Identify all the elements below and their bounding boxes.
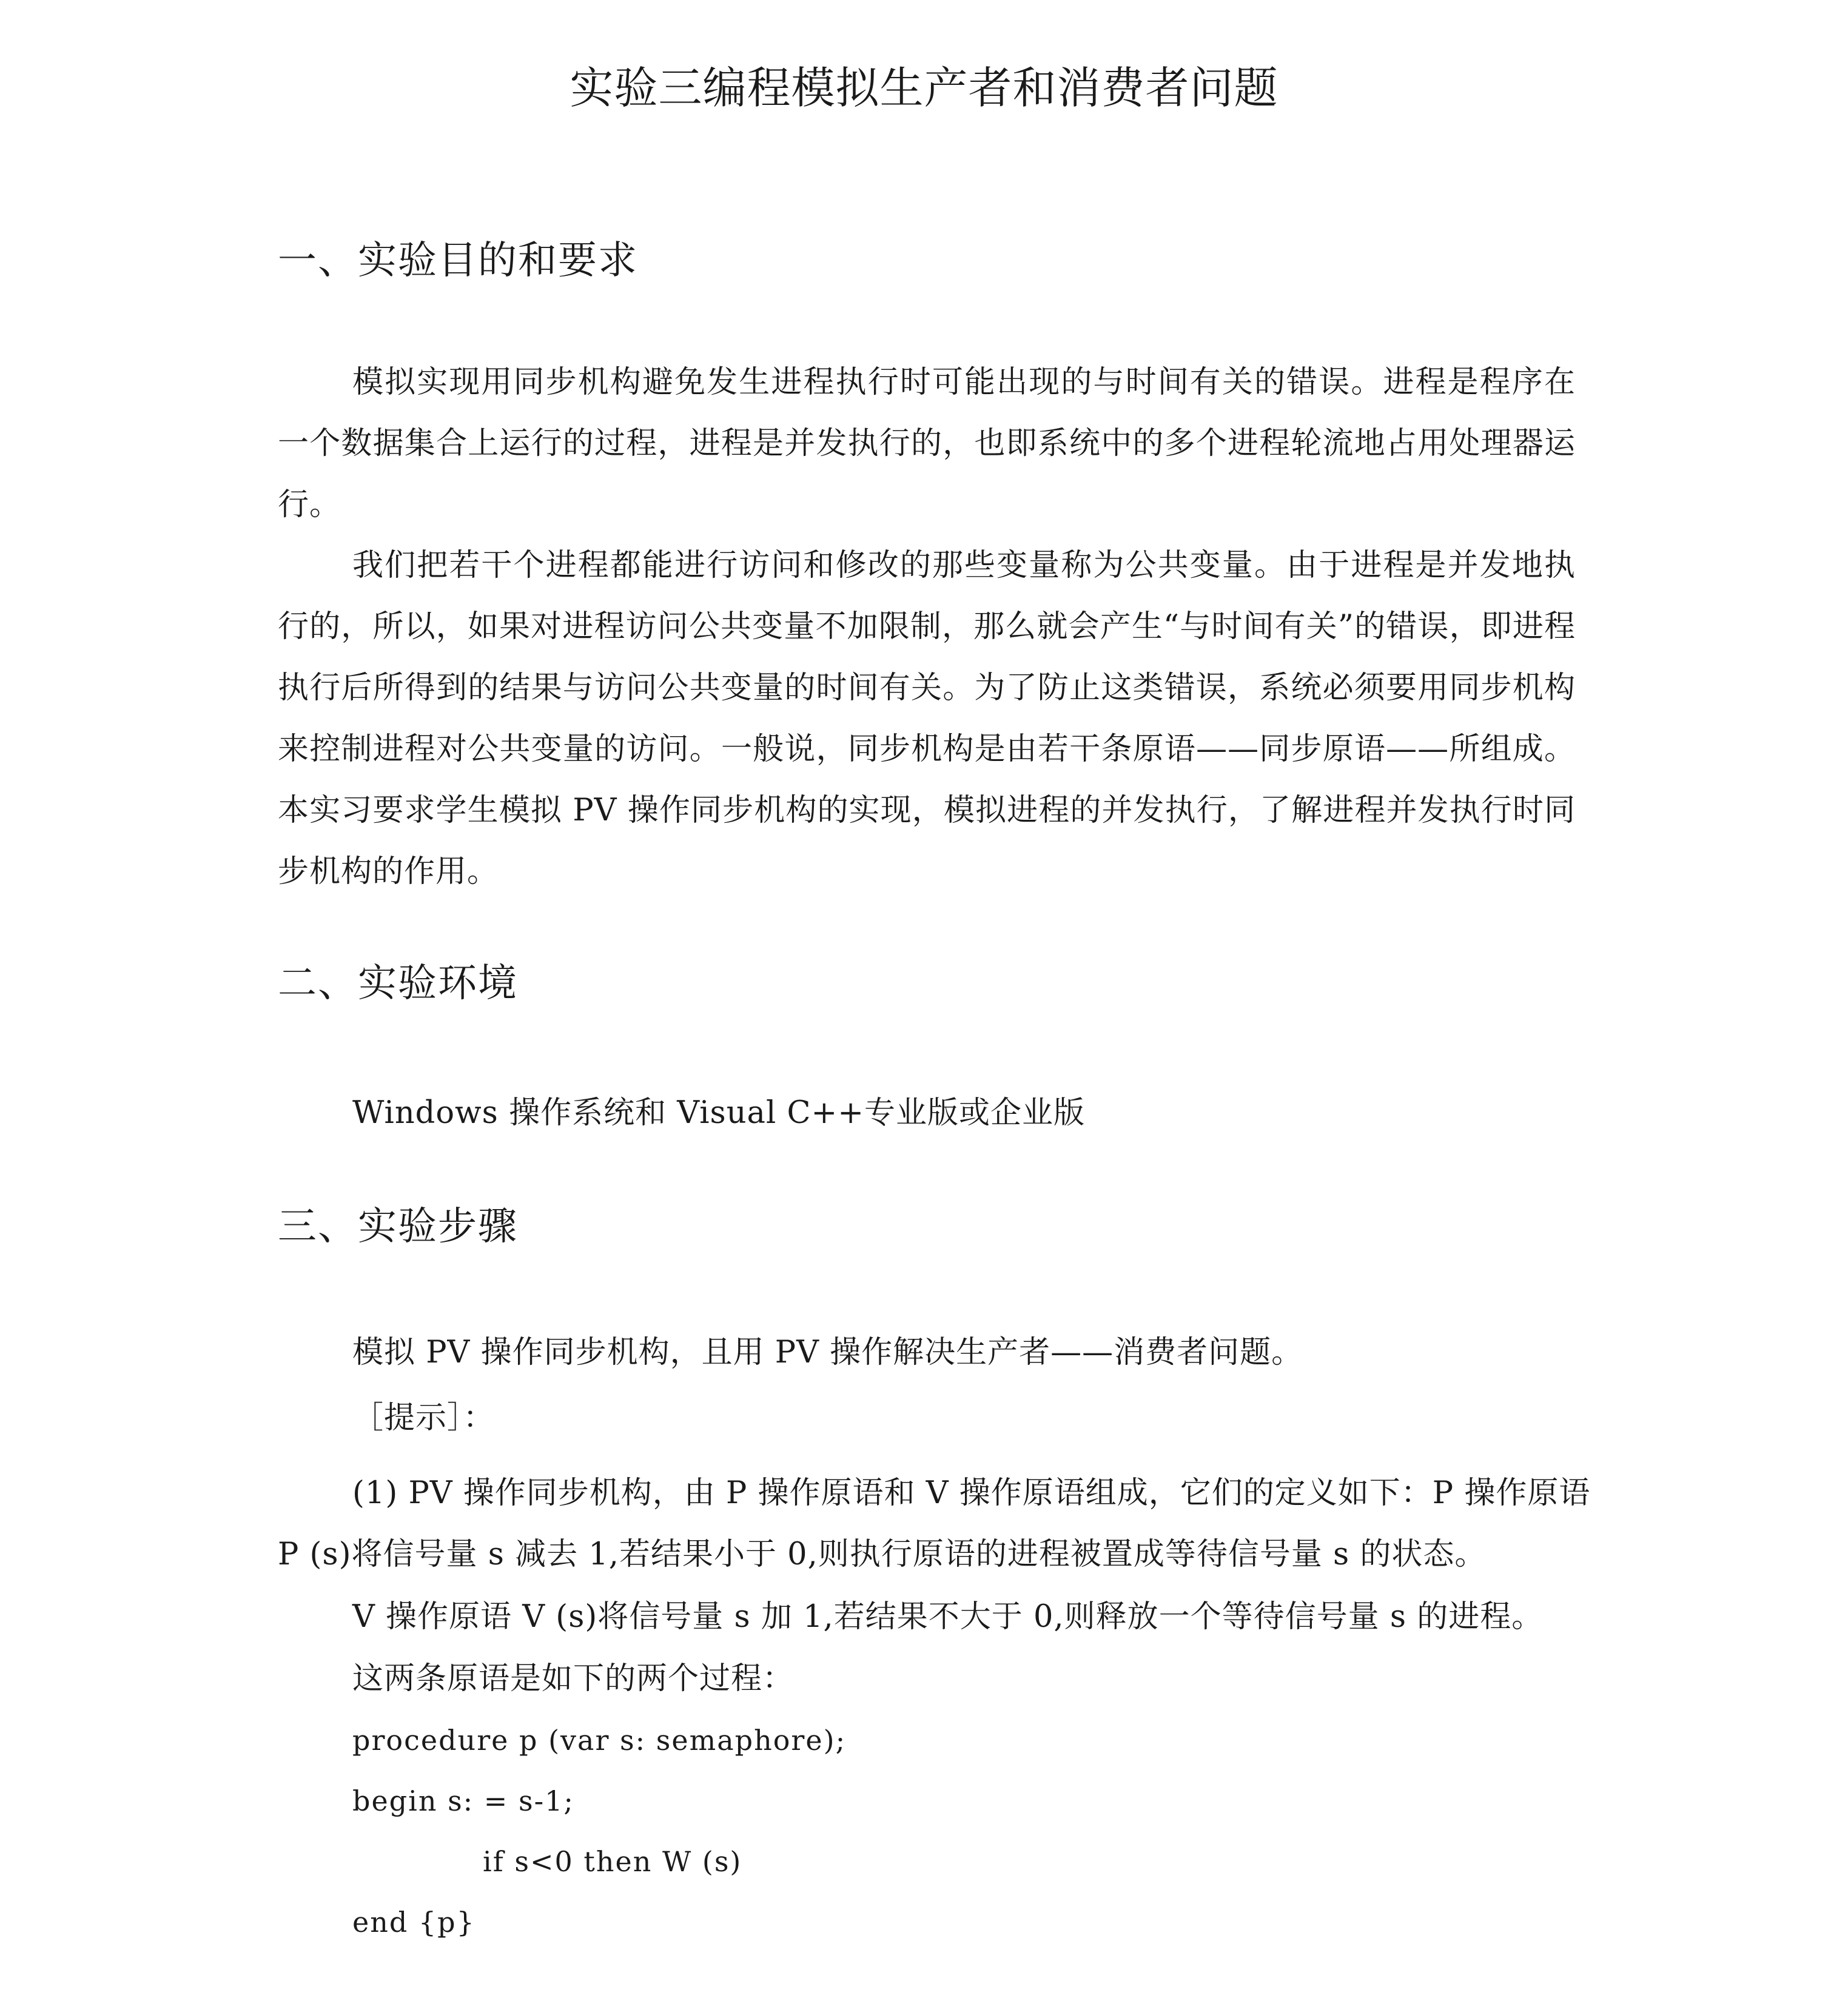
code-line-4: end {p} — [352, 1906, 475, 1939]
steps-line-6: 这两条原语是如下的两个过程： — [352, 1661, 795, 1697]
steps-line-5: V 操作原语 V (s)将信号量 s 加 1,若结果不大于 0,则释放一个等待信号量 s 的进程。 — [352, 1599, 1544, 1635]
code-line-1: procedure p (var s: semaphore); — [352, 1724, 847, 1757]
code-line-3: if s<0 then W (s) — [483, 1845, 742, 1878]
code-line-2: begin s: = s-1; — [352, 1785, 574, 1817]
steps-line-3: (1) PV 操作同步机构，由 P 操作原语和 V 操作原语组成，它们的定义如下：P 操作原语 — [352, 1475, 1591, 1511]
section-heading-objectives: 一、实验目的和要求 — [278, 238, 638, 283]
paragraph-environment: Windows 操作系统和 Visual C++专业版或企业版 — [352, 1095, 1085, 1131]
steps-line-4: P (s)将信号量 s 减去 1,若结果小于 0,则执行原语的进程被置成等待信号量 s 的状态。 — [278, 1537, 1487, 1572]
paragraph-objectives-2: 我们把若干个进程都能进行访问和修改的那些变量称为公共变量。由于进程是并发地执行的，所以，如果对进程访问公共变量不加限制，那么就会产生“与时间有关”的错误，即进程执行后所得到的结果与访问公共变量的时间有关。为了防止这类错误，系统必须要用同步机构来控制进程对公共变量的访问。一般说，同步机构是由若干条原语——同步原语——所组成。本实习要求学生模拟 PV 操作同步机构的实现，模拟进程的并发执行，了解进程并发执行时同步机构的作用。 — [278, 548, 1576, 890]
document-title: 实验三编程模拟生产者和消费者问题 — [570, 62, 1278, 113]
steps-hint-label: ［提示］： — [352, 1400, 495, 1436]
section-heading-steps: 三、实验步骤 — [278, 1204, 518, 1249]
paragraph-objectives-1: 模拟实现用同步机构避免发生进程执行时可能出现的与时间有关的错误。进程是程序在一个数据集合上运行的过程，进程是并发执行的，也即系统中的多个进程轮流地占用处理器运行。 — [278, 364, 1576, 523]
steps-line-1: 模拟 PV 操作同步机构，且用 PV 操作解决生产者——消费者问题。 — [352, 1335, 1303, 1370]
section-heading-environment: 二、实验环境 — [278, 961, 518, 1006]
